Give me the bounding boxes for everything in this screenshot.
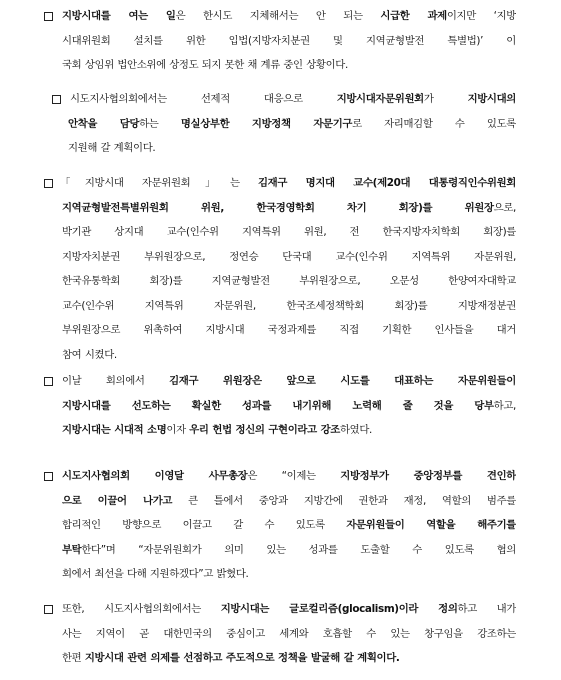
body-text: 한편 (62, 652, 85, 664)
body-text: 교수(인수위 지역특위 자문위원, 한국조세정책학회 회장)를 지방재정분권 (62, 299, 516, 312)
body-text: 시도지사협의회에서는 선제적 대응으로 (70, 93, 337, 105)
body-text: 이자 (166, 424, 190, 436)
body-text: 하였다. (339, 424, 372, 436)
text-line (62, 622, 516, 647)
square-bullet-icon (44, 605, 53, 614)
emphasis-text: 지방시대 관련 의제를 선점하고 주도적으로 정책을 발굴해 갈 계획이다. (84, 652, 400, 664)
text-line (68, 112, 516, 137)
text-line (62, 294, 516, 319)
body-text: 국회 상임위 법안소위에 상정도 되지 못한 채 계류 중인 상황이다. (62, 59, 348, 71)
text-line (62, 4, 516, 29)
text-line (62, 343, 516, 368)
emphasis-text: 명실상부한 지방정책 자문기구 (180, 117, 353, 130)
body-text: 지원해 갈 계획이다. (68, 142, 156, 154)
emphasis-text: 자문위원들이 역할을 해주기를 (346, 519, 516, 531)
body-text: 이날 회의에서 (62, 375, 170, 387)
text-line (62, 489, 516, 514)
body-text: 로 자리매김할 수 있도록 (352, 117, 516, 130)
body-text: 참여 시켰다. (62, 348, 117, 361)
body-text: 「지방시대 자문위원회」는 (60, 177, 258, 189)
body-text: 은 한시도 지체해서는 안 되는 (175, 10, 381, 22)
emphasis-text: 지방시대는 시대적 소명 (62, 424, 167, 436)
body-text: 한국유통학회 회장)를 지역균형발전 부위원장으로, 오문성 한양여자대학교 (62, 275, 516, 287)
text-line (70, 87, 516, 112)
body-text: 하고, (493, 399, 516, 412)
emphasis-text: 지방시대를 선도하는 확실한 성과를 내기위해 노력해 줄 것을 당부 (62, 399, 494, 412)
text-line (62, 597, 516, 622)
body-text: 이지만 ‘지방 (446, 10, 516, 22)
emphasis-text: 부탁 (62, 543, 82, 556)
emphasis-text: 지방시대자문위원회 (336, 93, 424, 105)
text-line (62, 29, 516, 54)
square-bullet-icon (44, 472, 53, 481)
emphasis-text: 우리 헌법 정신의 구현이라고 강조 (189, 424, 340, 436)
text-line (62, 394, 516, 419)
text-line (62, 369, 516, 394)
emphasis-text: 김재구 명지대 교수(제20대 대통령직인수위원회 (257, 177, 516, 189)
text-line (62, 538, 516, 563)
body-text: 부위원장으로 위촉하여 지방시대 국정과제를 직접 기획한 인사들을 대거 (62, 324, 516, 336)
square-bullet-icon (44, 377, 53, 386)
body-text: 큰 틀에서 중앙과 지방간에 권한과 재정, 역할의 범주를 (172, 494, 516, 507)
text-line (62, 418, 516, 443)
text-line (62, 464, 516, 489)
text-line (62, 220, 516, 245)
body-text: 하고 내가 (457, 603, 516, 615)
emphasis-text: 지방시대의 (467, 93, 516, 105)
body-text: 은 “이제는 (247, 470, 341, 482)
text-line (62, 245, 516, 270)
emphasis-text: 지방시대는 글로컬리즘(glocalism)이라 정의 (220, 603, 458, 615)
emphasis-text: 김재구 위원장은 앞으로 시도를 대표하는 자문위원들이 (169, 375, 516, 387)
square-bullet-icon (44, 12, 53, 21)
body-text: 사는 지역이 곧 대한민국의 중심이고 세계와 호흡할 수 있는 창구임을 강조하는 (62, 627, 516, 640)
emphasis-text: 지역균형발전특별위원회 위원, 한국경영학회 차기 회장)를 위원장 (62, 201, 494, 214)
body-text: 가 (423, 93, 468, 105)
text-line (62, 53, 516, 78)
emphasis-text: 시급한 과제 (380, 10, 447, 22)
emphasis-text: 지방정부가 중앙정부를 견인하 (340, 470, 516, 482)
square-bullet-icon (52, 95, 61, 104)
body-text: 회에서 최선을 다해 지원하겠다”고 밝혔다. (62, 568, 249, 580)
emphasis-text: 시도지사협의회 이영달 사무총장 (62, 470, 248, 482)
body-text: 으로, (493, 201, 516, 214)
text-line (62, 513, 516, 538)
text-line (62, 318, 516, 343)
emphasis-text: 지방시대를 여는 일 (62, 10, 176, 22)
body-text: 지방자치분권 부위원장으로, 정연승 단국대 교수(인수위 지역특위 자문위원, (62, 250, 516, 263)
body-text: 시대위원회 설치를 위한 입법(지방자치분권 및 지역균형발전 특별법)’ 이 (62, 34, 516, 47)
text-line (62, 196, 516, 221)
text-line (68, 136, 516, 161)
body-text: 합리적인 방향으로 이끌고 갈 수 있도록 (62, 519, 347, 531)
text-line (60, 171, 516, 196)
text-line (62, 269, 516, 294)
body-text: 하는 (139, 117, 181, 130)
emphasis-text: 으로 이끌어 나가고 (62, 494, 173, 507)
text-line (62, 562, 516, 587)
text-line (62, 646, 516, 671)
body-text: 또한, 시도지사협의회에서는 (62, 603, 221, 615)
body-text: 박기관 상지대 교수(인수위 지역특위 위원, 전 한국지방자치학회 회장)를 (62, 226, 516, 238)
square-bullet-icon (44, 179, 53, 188)
body-text: 한다”며 “자문위원회가 의미 있는 성과를 도출할 수 있도록 협의 (81, 543, 516, 556)
emphasis-text: 안착을 담당 (68, 117, 140, 130)
